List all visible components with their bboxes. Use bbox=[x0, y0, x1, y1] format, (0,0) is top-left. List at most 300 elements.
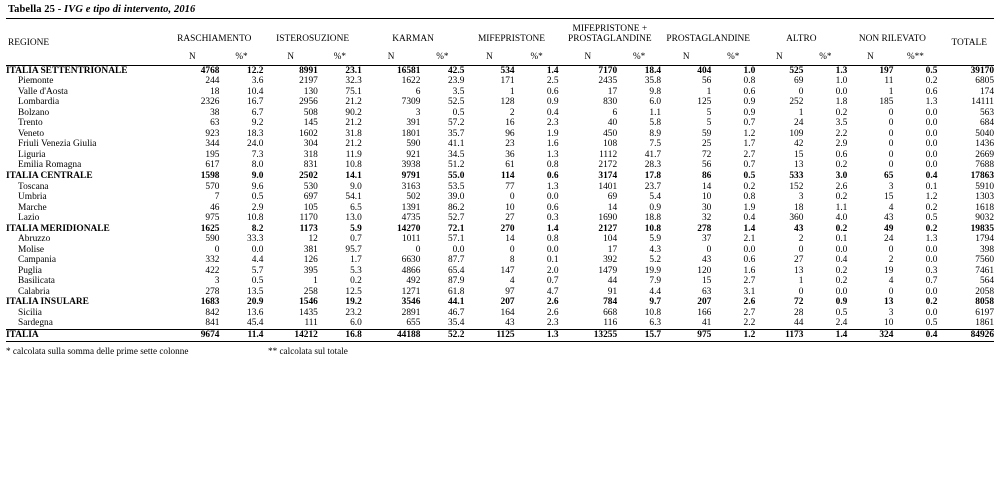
cell-value: 61.8 bbox=[447, 286, 465, 297]
cell-value: 13 bbox=[794, 160, 804, 171]
header-raschiamento: RASCHIAMENTO bbox=[165, 19, 263, 47]
cell-value: 0.0 bbox=[743, 244, 756, 255]
cell-value: 164 bbox=[500, 307, 515, 318]
cell-value: 86.2 bbox=[447, 202, 465, 213]
cell-value: 0.4 bbox=[743, 213, 756, 224]
cell-value: 3.0 bbox=[835, 171, 848, 181]
cell-value: 17863 bbox=[970, 171, 994, 181]
cell-value: 6 bbox=[612, 107, 618, 118]
cell-value: 49 bbox=[884, 223, 894, 234]
cell-value: 1 bbox=[798, 276, 804, 287]
header-mifepristone: MIFEPRISTONE bbox=[464, 19, 558, 47]
cell-value: 2326 bbox=[200, 97, 220, 108]
cell-value: 2.7 bbox=[743, 149, 756, 160]
cell-value: 921 bbox=[406, 149, 421, 160]
unit-n-3: N bbox=[387, 50, 395, 61]
cell-value: 4.7 bbox=[546, 286, 559, 297]
cell-value: 0 bbox=[888, 128, 894, 139]
cell-value: 784 bbox=[603, 297, 618, 308]
cell-value: 258 bbox=[303, 286, 318, 297]
cell-value: 3546 bbox=[401, 297, 421, 308]
cell-value: 10 bbox=[701, 192, 712, 203]
cell-value: 252 bbox=[789, 97, 804, 108]
cell-value: 0 bbox=[798, 286, 804, 297]
cell-value: 0.0 bbox=[835, 86, 848, 97]
cell-value: 23.2 bbox=[345, 307, 362, 318]
cell-value: 15 bbox=[794, 149, 804, 160]
cell-value: 0 bbox=[509, 244, 515, 255]
cell-value: 15.7 bbox=[617, 329, 661, 340]
table-row bbox=[6, 297, 994, 308]
cell-value: 1.7 bbox=[350, 255, 362, 266]
row-label: Molise bbox=[18, 244, 45, 255]
cell-value: 4735 bbox=[401, 213, 421, 224]
cell-value: 1011 bbox=[402, 234, 421, 245]
cell-value: 39.0 bbox=[447, 192, 465, 203]
cell-value: 7461 bbox=[975, 265, 994, 276]
cell-value: 43 bbox=[505, 318, 515, 329]
cell-value: 0.5 bbox=[835, 307, 848, 318]
cell-value: 0 bbox=[798, 86, 804, 97]
cell-value: 1 bbox=[509, 86, 515, 97]
cell-value: 0.0 bbox=[925, 149, 938, 160]
cell-value: 72.1 bbox=[447, 223, 465, 234]
cell-value: 28 bbox=[794, 307, 804, 318]
cell-value: 0.8 bbox=[546, 160, 559, 171]
cell-value: 1.0 bbox=[835, 76, 848, 87]
cell-value: 7560 bbox=[975, 255, 994, 266]
cell-value: 404 bbox=[661, 65, 711, 76]
cell-value: 6 bbox=[415, 86, 421, 97]
cell-value: 1.0 bbox=[711, 65, 755, 76]
cell-value: 0.0 bbox=[925, 255, 938, 266]
cell-value: 44 bbox=[794, 318, 804, 329]
cell-value: 111 bbox=[304, 318, 318, 329]
cell-value: 6.5 bbox=[350, 202, 362, 213]
table-row bbox=[6, 160, 994, 171]
cell-value: 6630 bbox=[401, 255, 421, 266]
cell-value: 38 bbox=[210, 107, 220, 118]
cell-value: 0.6 bbox=[546, 202, 559, 213]
cell-value: 30 bbox=[701, 202, 712, 213]
cell-value: 0.0 bbox=[835, 286, 848, 297]
cell-value: 37 bbox=[701, 234, 712, 245]
cell-value: 63 bbox=[210, 118, 220, 129]
cell-value: 197 bbox=[847, 65, 893, 76]
cell-value: 41 bbox=[701, 318, 712, 329]
cell-value: 1.9 bbox=[546, 128, 559, 139]
cell-value: 0.6 bbox=[743, 255, 756, 266]
header-mifepristone-prostaglandine: MIFEPRISTONE + PROSTAGLANDINE bbox=[559, 19, 662, 47]
row-label: ITALIA MERIDIONALE bbox=[6, 223, 110, 234]
cell-value: 9791 bbox=[401, 171, 421, 181]
cell-value: 0.0 bbox=[452, 244, 465, 255]
cell-value: 207 bbox=[500, 297, 515, 308]
cell-value: 72 bbox=[701, 149, 712, 160]
cell-value: 0 bbox=[888, 139, 894, 150]
cell-value: 13 bbox=[794, 265, 804, 276]
cell-value: 0.8 bbox=[743, 76, 756, 87]
cell-value: 0.2 bbox=[835, 160, 848, 171]
cell-value: 36 bbox=[505, 149, 515, 160]
row-label: ITALIA INSULARE bbox=[6, 297, 89, 308]
cell-value: 1.2 bbox=[711, 329, 755, 340]
cell-value: 0.5 bbox=[452, 107, 465, 118]
cell-value: 1173 bbox=[299, 223, 318, 234]
cell-value: 0.2 bbox=[835, 107, 848, 118]
cell-value: 617 bbox=[205, 160, 220, 171]
cell-value: 41.7 bbox=[644, 149, 662, 160]
cell-value: 1546 bbox=[299, 297, 318, 308]
row-label: ITALIA SETTENTRIONALE bbox=[6, 65, 165, 76]
table-caption bbox=[6, 0, 994, 18]
cell-value: 14270 bbox=[396, 223, 421, 234]
cell-value: 1861 bbox=[975, 318, 994, 329]
cell-value: 8.9 bbox=[649, 128, 662, 139]
cell-value: 5.2 bbox=[649, 255, 662, 266]
cell-value: 4.0 bbox=[835, 213, 848, 224]
cell-value: 2.4 bbox=[835, 318, 848, 329]
cell-value: 831 bbox=[303, 160, 318, 171]
unit-pct-6: %* bbox=[727, 50, 740, 61]
cell-value: 4 bbox=[888, 276, 894, 287]
table-row bbox=[6, 234, 994, 245]
cell-value: 0.5 bbox=[251, 192, 264, 203]
unit-pct-1: %* bbox=[235, 50, 248, 61]
cell-value: 0.5 bbox=[893, 65, 937, 76]
cell-value: 1112 bbox=[599, 149, 618, 160]
table-row bbox=[6, 76, 994, 87]
cell-value: 4768 bbox=[165, 65, 219, 76]
cell-value: 56 bbox=[701, 76, 712, 87]
row-label: Bolzano bbox=[18, 107, 50, 118]
cell-value: 2.7 bbox=[743, 276, 756, 287]
cell-value: 0.0 bbox=[546, 244, 559, 255]
cell-value: 19.9 bbox=[644, 265, 662, 276]
cell-value: 61 bbox=[505, 160, 515, 171]
cell-value: 25 bbox=[701, 139, 712, 150]
cell-value: 10.8 bbox=[247, 213, 264, 224]
cell-value: 55.0 bbox=[447, 171, 465, 181]
cell-value: 0 bbox=[888, 160, 894, 171]
cell-value: 21.2 bbox=[345, 97, 362, 108]
cell-value: 13255 bbox=[559, 329, 618, 340]
cell-value: 32 bbox=[701, 213, 712, 224]
header-group-row bbox=[6, 19, 994, 47]
cell-value: 109 bbox=[789, 128, 804, 139]
cell-value: 1794 bbox=[975, 234, 994, 245]
cell-value: 1598 bbox=[200, 171, 220, 181]
cell-value: 9032 bbox=[975, 213, 994, 224]
cell-value: 11.4 bbox=[219, 329, 263, 340]
cell-value: 3.1 bbox=[743, 286, 756, 297]
cell-value: 923 bbox=[205, 128, 220, 139]
cell-value: 15 bbox=[884, 192, 894, 203]
cell-value: 0 bbox=[706, 244, 712, 255]
cell-value: 1173 bbox=[755, 329, 803, 340]
cell-value: 304 bbox=[303, 139, 318, 150]
row-label: Emilia Romagna bbox=[18, 160, 82, 171]
cell-value: 3 bbox=[415, 107, 421, 118]
cell-value: 5.9 bbox=[350, 223, 362, 234]
cell-value: 697 bbox=[303, 192, 318, 203]
cell-value: 0 bbox=[888, 118, 894, 129]
cell-value: 4.4 bbox=[251, 255, 264, 266]
cell-value: 1801 bbox=[401, 128, 421, 139]
cell-value: 95.7 bbox=[345, 244, 362, 255]
cell-value: 52.5 bbox=[447, 97, 465, 108]
cell-value: 27 bbox=[505, 213, 515, 224]
footnote-single-asterisk: * calcolata sulla somma delle prime sette colonne bbox=[6, 345, 189, 356]
cell-value: 14212 bbox=[263, 329, 317, 340]
cell-value: 0.0 bbox=[251, 244, 264, 255]
cell-value: 96 bbox=[505, 128, 515, 139]
row-label: Liguria bbox=[18, 149, 46, 160]
cell-value: 24 bbox=[794, 118, 804, 129]
cell-value: 43 bbox=[884, 213, 894, 224]
row-label: Campania bbox=[18, 255, 57, 266]
cell-value: 0.4 bbox=[835, 255, 848, 266]
cell-value: 1.3 bbox=[515, 329, 559, 340]
cell-value: 590 bbox=[205, 234, 220, 245]
row-label: Sicilia bbox=[18, 307, 42, 318]
cell-value: 1.8 bbox=[835, 97, 848, 108]
cell-value: 0.1 bbox=[925, 181, 938, 192]
cell-value: 1 bbox=[313, 276, 318, 287]
cell-value: 0.7 bbox=[546, 276, 559, 287]
cell-value: 20.9 bbox=[247, 297, 264, 308]
cell-value: 278 bbox=[205, 286, 220, 297]
cell-value: 2.5 bbox=[546, 76, 559, 87]
cell-value: 1602 bbox=[299, 128, 318, 139]
cell-value: 33.3 bbox=[247, 234, 264, 245]
cell-value: 1 bbox=[888, 86, 894, 97]
cell-value: 3938 bbox=[401, 160, 421, 171]
cell-value: 5 bbox=[706, 107, 712, 118]
table-row bbox=[6, 245, 994, 256]
cell-value: 2956 bbox=[299, 97, 318, 108]
header-non-rilevato: NON RILEVATO bbox=[847, 19, 937, 47]
cell-value: 398 bbox=[979, 244, 994, 255]
row-label: Sardegna bbox=[18, 318, 53, 329]
table-row bbox=[6, 329, 994, 340]
cell-value: 10.8 bbox=[345, 160, 362, 171]
cell-value: 2.2 bbox=[835, 128, 848, 139]
cell-value: 270 bbox=[500, 223, 515, 234]
unit-n-6: N bbox=[682, 50, 690, 61]
cell-value: 23.7 bbox=[644, 181, 662, 192]
header-region: REGIONE bbox=[6, 19, 165, 66]
row-label: Puglia bbox=[18, 265, 42, 276]
cell-value: 174 bbox=[979, 86, 994, 97]
cell-value: 10.4 bbox=[247, 86, 264, 97]
cell-value: 23 bbox=[505, 139, 515, 150]
ivg-intervention-table bbox=[6, 18, 994, 342]
cell-value: 1.1 bbox=[835, 202, 848, 213]
cell-value: 41.1 bbox=[447, 139, 465, 150]
cell-value: 1.4 bbox=[743, 223, 756, 234]
cell-value: 2891 bbox=[401, 307, 421, 318]
table-row bbox=[6, 192, 994, 203]
cell-value: 11.9 bbox=[345, 149, 362, 160]
cell-value: 0.0 bbox=[925, 118, 938, 129]
unit-pct-5: %* bbox=[632, 50, 646, 61]
table-row bbox=[6, 129, 994, 140]
cell-value: 0.2 bbox=[925, 76, 938, 87]
cell-value: 3 bbox=[888, 181, 894, 192]
cell-value: 6197 bbox=[975, 307, 994, 318]
cell-value: 0.5 bbox=[925, 213, 938, 224]
cell-value: 1.9 bbox=[743, 202, 756, 213]
cell-value: 0.4 bbox=[893, 329, 937, 340]
cell-value: 684 bbox=[979, 118, 994, 129]
footnotes bbox=[6, 346, 994, 356]
cell-value: 3.6 bbox=[251, 76, 264, 87]
header-prostaglandine: PROSTAGLANDINE bbox=[661, 19, 755, 47]
cell-value: 4.4 bbox=[649, 286, 662, 297]
cell-value: 1.4 bbox=[803, 329, 847, 340]
cell-value: 3.5 bbox=[835, 118, 848, 129]
cell-value: 5.7 bbox=[251, 265, 264, 276]
cell-value: 8.2 bbox=[251, 223, 264, 234]
cell-value: 14 bbox=[505, 234, 515, 245]
cell-value: 0 bbox=[888, 286, 894, 297]
unit-pct-4: %* bbox=[530, 50, 543, 61]
cell-value: 0.2 bbox=[925, 297, 938, 308]
cell-value: 19 bbox=[884, 265, 894, 276]
cell-value: 11 bbox=[884, 76, 894, 87]
cell-value: 105 bbox=[303, 202, 318, 213]
row-label: Lazio bbox=[18, 213, 40, 224]
cell-value: 77 bbox=[505, 181, 515, 192]
cell-value: 31.8 bbox=[345, 128, 362, 139]
cell-value: 65.4 bbox=[447, 265, 465, 276]
cell-value: 46.7 bbox=[447, 307, 465, 318]
cell-value: 185 bbox=[879, 97, 894, 108]
cell-value: 2502 bbox=[299, 171, 318, 181]
row-label: ITALIA bbox=[6, 329, 165, 340]
cell-value: 4 bbox=[888, 202, 894, 213]
cell-value: 525 bbox=[755, 65, 803, 76]
cell-value: 3 bbox=[888, 307, 894, 318]
cell-value: 0.9 bbox=[835, 297, 848, 308]
cell-value: 0.4 bbox=[925, 171, 938, 181]
cell-value: 152 bbox=[789, 181, 804, 192]
cell-value: 2.9 bbox=[251, 202, 264, 213]
row-label: Basilicata bbox=[18, 276, 55, 287]
cell-value: 0.7 bbox=[743, 118, 756, 129]
cell-value: 5.3 bbox=[350, 265, 362, 276]
cell-value: 564 bbox=[979, 276, 994, 287]
cell-value: 1.2 bbox=[743, 128, 756, 139]
cell-value: 1618 bbox=[975, 202, 994, 213]
cell-value: 0.2 bbox=[835, 276, 848, 287]
cell-value: 56 bbox=[701, 160, 712, 171]
cell-value: 344 bbox=[205, 139, 220, 150]
cell-value: 668 bbox=[603, 307, 618, 318]
cell-value: 44.1 bbox=[447, 297, 465, 308]
cell-value: 0.0 bbox=[925, 160, 938, 171]
cell-value: 5.4 bbox=[649, 192, 662, 203]
cell-value: 24 bbox=[884, 234, 894, 245]
row-label: Veneto bbox=[18, 128, 45, 139]
cell-value: 1.3 bbox=[925, 234, 938, 245]
cell-value: 570 bbox=[205, 181, 220, 192]
cell-value: 2669 bbox=[975, 149, 994, 160]
table-row bbox=[6, 97, 994, 108]
cell-value: 10.8 bbox=[644, 307, 662, 318]
cell-value: 16581 bbox=[362, 65, 421, 76]
cell-value: 5910 bbox=[975, 181, 994, 192]
cell-value: 8.0 bbox=[251, 160, 264, 171]
row-label: Marche bbox=[18, 202, 47, 213]
cell-value: 1.4 bbox=[546, 223, 559, 234]
table-row bbox=[6, 255, 994, 266]
unit-n-8: N bbox=[867, 50, 874, 61]
cell-value: 166 bbox=[697, 307, 712, 318]
row-label: Piemonte bbox=[18, 76, 54, 87]
cell-value: 1271 bbox=[401, 286, 421, 297]
cell-value: 16 bbox=[505, 118, 515, 129]
cell-value: 0.9 bbox=[743, 107, 756, 118]
cell-value: 17.8 bbox=[644, 171, 662, 181]
cell-value: 841 bbox=[205, 318, 220, 329]
cell-value: 332 bbox=[205, 255, 220, 266]
cell-value: 1.6 bbox=[546, 139, 559, 150]
cell-value: 97 bbox=[505, 286, 515, 297]
cell-value: 18 bbox=[794, 202, 804, 213]
cell-value: 655 bbox=[406, 318, 421, 329]
row-label: ITALIA CENTRALE bbox=[6, 171, 93, 181]
cell-value: 0.1 bbox=[835, 234, 848, 245]
cell-value: 1435 bbox=[299, 307, 318, 318]
cell-value: 0.3 bbox=[925, 265, 938, 276]
cell-value: 9.7 bbox=[649, 297, 662, 308]
cell-value: 51.2 bbox=[447, 160, 465, 171]
cell-value: 2 bbox=[509, 107, 515, 118]
table-body bbox=[6, 65, 994, 341]
cell-value: 508 bbox=[303, 107, 318, 118]
cell-value: 15 bbox=[701, 276, 712, 287]
unit-n-7: N bbox=[776, 50, 783, 61]
cell-value: 1.1 bbox=[649, 107, 662, 118]
cell-value: 2435 bbox=[598, 76, 618, 87]
cell-value: 18 bbox=[210, 86, 220, 97]
cell-value: 104 bbox=[603, 234, 618, 245]
cell-value: 12.2 bbox=[219, 65, 263, 76]
cell-value: 57.1 bbox=[447, 234, 465, 245]
cell-value: 0.6 bbox=[925, 86, 938, 97]
cell-value: 145 bbox=[303, 118, 318, 129]
cell-value: 1.7 bbox=[743, 139, 756, 150]
cell-value: 13.0 bbox=[345, 213, 362, 224]
cell-value: 2127 bbox=[598, 223, 618, 234]
cell-value: 17 bbox=[607, 244, 618, 255]
cell-value: 0.9 bbox=[546, 97, 559, 108]
cell-value: 2.1 bbox=[743, 234, 756, 245]
cell-value: 0.9 bbox=[649, 202, 662, 213]
cell-value: 65 bbox=[884, 171, 894, 181]
cell-value: 4866 bbox=[401, 265, 421, 276]
cell-value: 1436 bbox=[975, 139, 994, 150]
cell-value: 43 bbox=[794, 223, 804, 234]
cell-value: 422 bbox=[205, 265, 220, 276]
cell-value: 2.6 bbox=[546, 307, 559, 318]
cell-value: 13.5 bbox=[247, 286, 264, 297]
cell-value: 5 bbox=[706, 118, 712, 129]
cell-value: 7170 bbox=[559, 65, 618, 76]
cell-value: 5.9 bbox=[649, 234, 662, 245]
